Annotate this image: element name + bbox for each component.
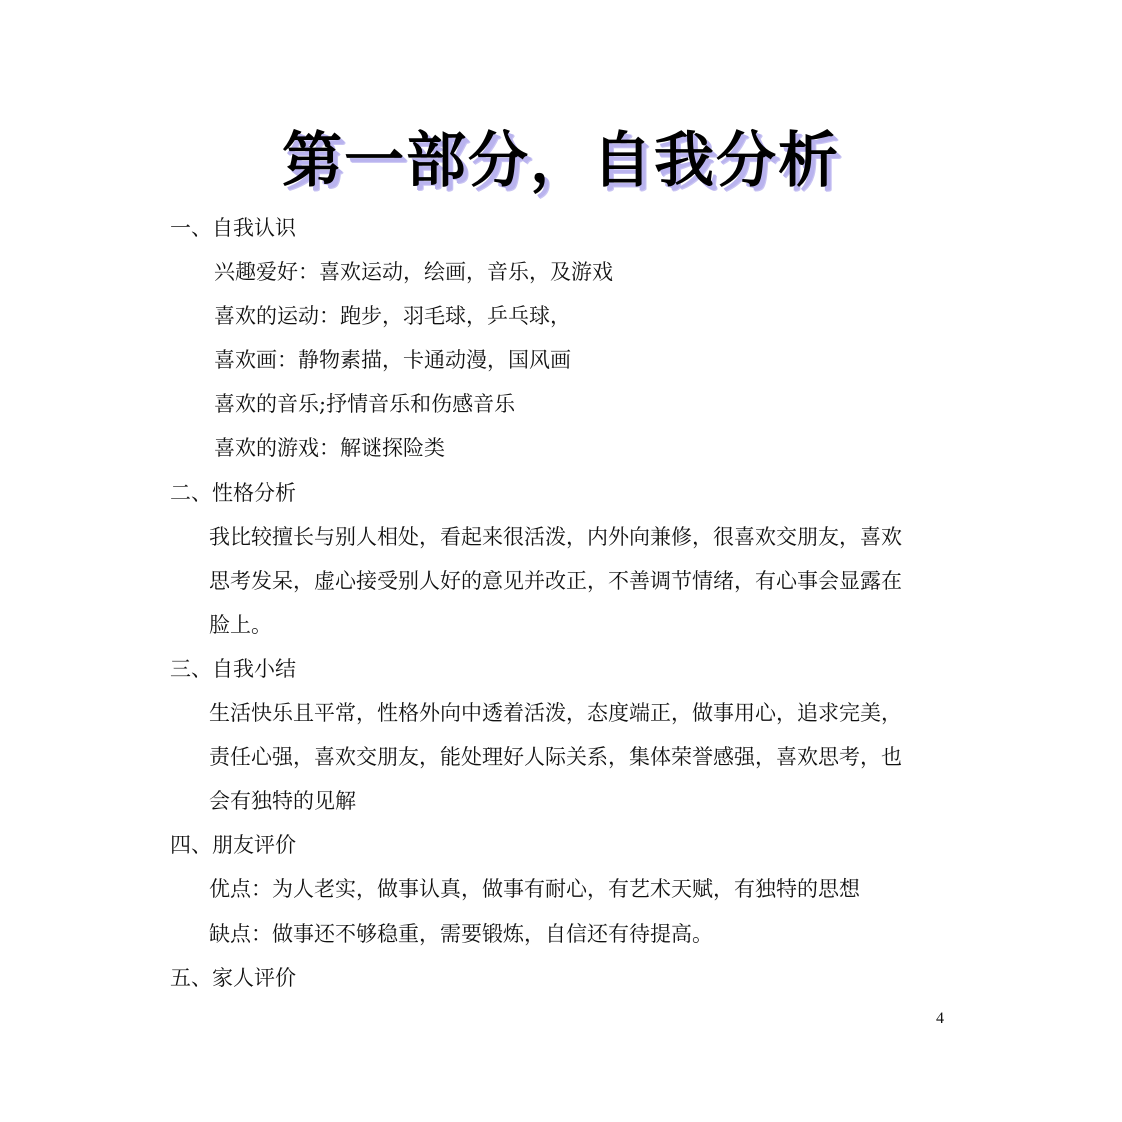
section-heading-self-summary: 三、自我小结 (170, 657, 296, 681)
section-heading-friend-evaluation: 四、朋友评价 (170, 833, 296, 857)
paragraph-line: 我比较擅长与别人相处，看起来很活泼，内外向兼修，很喜欢交朋友，喜欢 (209, 525, 902, 549)
section-heading-personality: 二、性格分析 (170, 481, 296, 505)
paragraph-line: 喜欢的运动：跑步，羽毛球，乒乓球， (214, 304, 571, 328)
paragraph-line: 脸上。 (209, 613, 272, 637)
paragraph-line: 缺点：做事还不够稳重，需要锻炼，自信还有待提高。 (209, 922, 713, 946)
section-heading-family-evaluation: 五、家人评价 (170, 966, 296, 990)
paragraph-line: 喜欢的音乐;抒情音乐和伤感音乐 (214, 392, 516, 416)
paragraph-line: 喜欢的游戏：解谜探险类 (214, 436, 445, 460)
page-number: 4 (936, 1010, 944, 1027)
section-heading-self-awareness: 一、自我认识 (170, 216, 296, 240)
page-title: 第一部分，自我分析 (282, 126, 840, 196)
paragraph-line: 兴趣爱好：喜欢运动，绘画，音乐，及游戏 (214, 260, 613, 284)
paragraph-line: 责任心强，喜欢交朋友，能处理好人际关系，集体荣誉感强，喜欢思考，也 (209, 745, 902, 769)
paragraph-line: 思考发呆，虚心接受别人好的意见并改正，不善调节情绪，有心事会显露在 (209, 569, 902, 593)
paragraph-line: 喜欢画：静物素描，卡通动漫，国风画 (214, 348, 571, 372)
paragraph-line: 会有独特的见解 (209, 789, 356, 813)
paragraph-line: 生活快乐且平常，性格外向中透着活泼，态度端正，做事用心，追求完美， (209, 701, 902, 725)
paragraph-line: 优点：为人老实，做事认真，做事有耐心，有艺术天赋，有独特的思想 (209, 877, 860, 901)
